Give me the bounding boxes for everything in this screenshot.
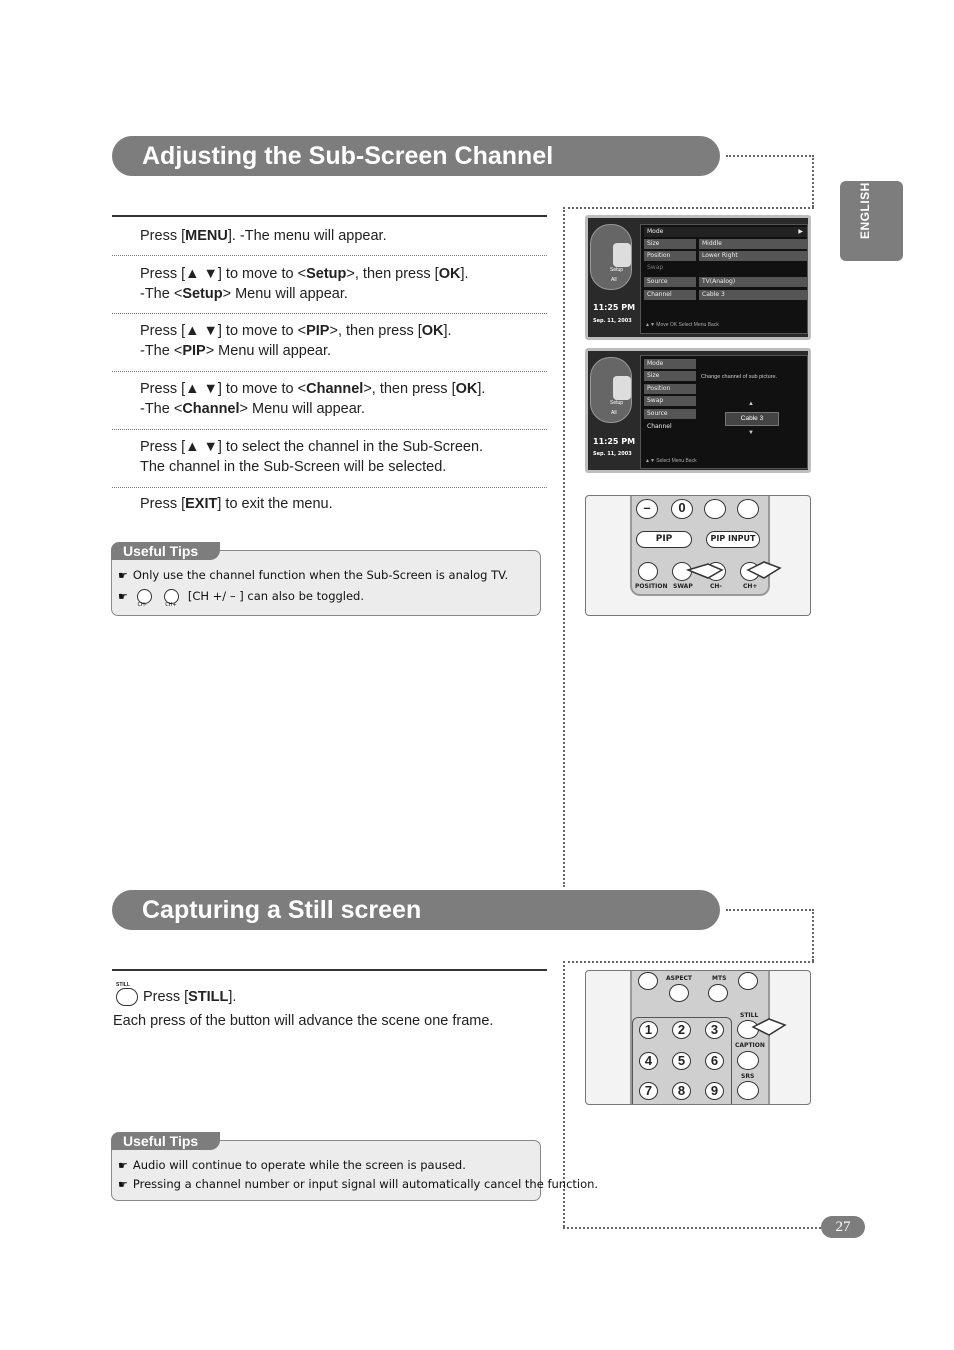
srs-button — [737, 1081, 759, 1100]
setup-icon — [613, 376, 631, 400]
osd-row: Mode ▶ — [644, 227, 807, 237]
osd-screenshot-channel-menu: Setup All Mode Size Position Swap Source Channel Change channel of sub picture. ▲ Cable 3 ▼ ▲▼ Select Menu Back 11:25 PM Sep. 11, 2003 — [585, 348, 811, 473]
digit-3-button: 3 — [705, 1021, 724, 1039]
tip-2: ☛ Pressing a channel number or input signal will automatically cancel the function. — [118, 1177, 599, 1191]
dotted-connector — [563, 961, 814, 963]
still-step: Press [STILL]. — [143, 989, 237, 1005]
useful-tips-box — [111, 543, 541, 616]
step-2: Press [▲ ▼] to move to <Setup>, then press [OK]. -The <Setup> Menu will appear. — [140, 266, 469, 302]
step-6: Press [EXIT] to exit the menu. — [140, 496, 333, 512]
digit-5-button: 5 — [672, 1052, 691, 1070]
pip-button: PIP — [636, 531, 692, 548]
pointing-finger-icon — [686, 556, 726, 586]
osd-screenshot-setup-menu: Setup All Mode ▶ Size Middle Position Lower Right Swap Source TV(Analog) Channel Cable 3 ▲▼ Move OK Select Menu Back 11:25 PM Sep. 11, 2003 — [585, 215, 811, 340]
osd-menu-panel: Mode Size Position Swap Source Channel Change channel of sub picture. ▲ Cable 3 ▼ ▲▼ Select Menu Back — [640, 355, 808, 469]
tips-title: Useful Tips — [111, 1132, 220, 1150]
step-4: Press [▲ ▼] to move to <Channel>, then press [OK]. -The <Channel> Menu will appear. — [140, 381, 486, 417]
menu-wheel-icon: Setup All — [590, 224, 632, 290]
section-title-sub-screen-channel: Adjusting the Sub-Screen Channel — [112, 136, 720, 176]
step-separator — [112, 487, 547, 488]
position-button — [638, 562, 658, 581]
step-5: Press [▲ ▼] to select the channel in the Sub-Screen. The channel in the Sub-Screen will be selected. — [140, 439, 484, 475]
dash-button: – — [636, 499, 658, 519]
digit-2-button: 2 — [672, 1021, 691, 1039]
digit-9-button: 9 — [705, 1082, 724, 1100]
caption-button — [737, 1051, 759, 1070]
section-rule — [112, 215, 547, 217]
remote-illustration-pip: – 0 PIP PIP INPUT POSITION SWAP CH- CH+ — [585, 495, 811, 616]
section-title-still-screen: Capturing a Still screen — [112, 890, 720, 930]
dotted-connector — [726, 155, 814, 157]
step-3: Press [▲ ▼] to move to <PIP>, then press [OK]. -The <PIP> Menu will appear. — [140, 323, 452, 359]
dotted-connector — [812, 155, 814, 207]
step-1: Press [MENU]. -The menu will appear. — [140, 228, 387, 244]
language-tab: ENGLISH — [840, 181, 903, 261]
page-number: 27 — [821, 1216, 865, 1238]
remote-button — [737, 499, 759, 519]
remote-illustration-still: ASPECT MTS 1 2 3 4 5 6 7 8 9 STILL CAPTION SRS — [585, 970, 811, 1105]
step-separator — [112, 371, 547, 372]
dotted-connector — [563, 1227, 821, 1229]
menu-wheel-icon: Setup All — [590, 357, 632, 423]
step-separator — [112, 255, 547, 256]
step-separator — [112, 429, 547, 430]
arrow-down-icon: ▼ — [748, 430, 754, 436]
digit-7-button: 7 — [639, 1082, 658, 1100]
pointing-hand-icon: ☛ — [118, 569, 128, 582]
tip-2: ☛ CH- CH+ [CH +/ – ] can also be toggled. — [118, 589, 365, 608]
pointing-finger-icon — [751, 1013, 791, 1043]
pointing-hand-icon: ☛ — [118, 590, 128, 603]
pointing-finger-icon — [746, 556, 786, 586]
aspect-button — [669, 984, 689, 1002]
tips-title: Useful Tips — [111, 542, 220, 560]
digit-4-button: 4 — [639, 1052, 658, 1070]
setup-icon — [613, 243, 631, 267]
arrow-up-icon: ▲ — [748, 401, 754, 407]
dotted-connector — [726, 909, 814, 911]
arrow-right-icon: ▶ — [798, 228, 803, 235]
dotted-connector — [812, 909, 814, 961]
pointing-hand-icon: ☛ — [118, 1178, 128, 1191]
tip-1: ☛ Only use the channel function when the Sub-Screen is analog TV. — [118, 568, 509, 582]
step-separator — [112, 313, 547, 314]
ch-plus-button-icon: CH+ — [164, 589, 184, 604]
mts-button — [708, 984, 728, 1002]
osd-menu-panel: Mode ▶ Size Middle Position Lower Right Swap Source TV(Analog) Channel Cable 3 ▲▼ Move OK Select Menu Back — [640, 224, 808, 334]
remote-button — [638, 972, 658, 990]
dotted-connector — [563, 207, 814, 209]
digit-6-button: 6 — [705, 1052, 724, 1070]
section-rule — [112, 969, 547, 971]
dotted-divider — [563, 207, 565, 887]
pointing-hand-icon: ☛ — [118, 1159, 128, 1172]
ch-minus-button-icon: CH- — [137, 589, 161, 604]
useful-tips-box — [111, 1133, 599, 1201]
digit-1-button: 1 — [639, 1021, 658, 1039]
digit-8-button: 8 — [672, 1082, 691, 1100]
still-description: Each press of the button will advance the scene one frame. — [113, 1013, 494, 1029]
zero-button: 0 — [671, 499, 693, 519]
remote-button — [738, 972, 758, 990]
still-button-icon: STILL — [116, 982, 138, 1006]
pip-input-button: PIP INPUT — [706, 531, 760, 548]
remote-button — [704, 499, 726, 519]
tip-1: ☛ Audio will continue to operate while the screen is paused. — [118, 1158, 466, 1172]
